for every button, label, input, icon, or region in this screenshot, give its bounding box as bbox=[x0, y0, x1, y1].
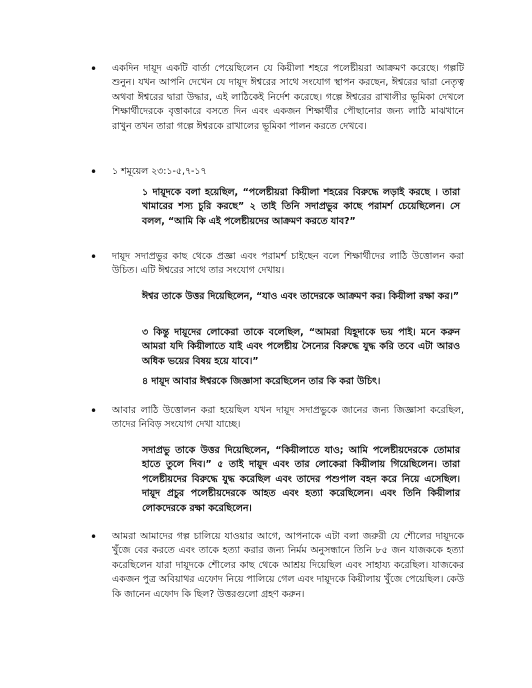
bullet-marker: • bbox=[90, 530, 98, 544]
scripture-quote-3 bbox=[142, 326, 460, 369]
scripture-reference: ১ শমূয়েল ২৩:১-৫,৭-১৭ bbox=[112, 166, 207, 177]
paragraph-text: আবার লাঠি উত্তোলন করা হয়েছিল যখন দায়ূদ সদাপ্রভুকে জানের জন্য জিজ্ঞাসা করেছিল, তাদের নিবিড় সংযোগ দেখা যাচ্ছে। bbox=[112, 405, 464, 431]
quote-text: সদাপ্রভু তাকে উত্তর দিয়েছিলেন, “কিয়ীলাতে যাও; আমি পলেষ্টীয়দেরকে তোমার হাতে তুলে দিব।” ৫ তাই দায়ূদ এবং তার লোকেরা কিয়ীলায় গিয়েছিলেন। তারা পলেষ্টীয়দের বিরুদ্ধে যুদ্ধ করেছিল এবং তাদের পশুপাল বহন করে নিয়ে এসেছিল। দায়ূদ প্রচুর পলেষ্টীয়দেরকে আহত এবং হত্যা করেছিলেন। এবং তিনি কিয়ীলার লোকদেরকে রক্ষা করেছিলেন। bbox=[142, 445, 460, 514]
quote-text: ৪ দায়ূদ আবার ঈশ্বরকে জিজ্ঞাসা করেছিলেন তার কি করা উচিৎ। bbox=[142, 376, 381, 387]
quote-text: ১ দায়ূদকে বলা হয়েছিল, “পলেষ্টীয়রা কিয়ীলা শহরের বিরুদ্ধে লড়াই করছে । তারা খামারের শস্য চুরি করছে” ২ তাই তিনি সদাপ্রভুর কাছে পরামর্শ চেয়েছিলেন। সে বলল, “আমি কি এই পলেষ্টীয়দের আক্রমণ করতে যাব?” bbox=[142, 187, 460, 227]
bullet-marker: • bbox=[90, 250, 98, 264]
bullet-marker: • bbox=[90, 165, 98, 179]
bullet-marker: • bbox=[90, 404, 98, 418]
scripture-quote-2 bbox=[142, 290, 460, 304]
scripture-quote-1 bbox=[142, 186, 460, 229]
scripture-quote-5 bbox=[142, 444, 460, 516]
paragraph-text: দায়ূদ সদাপ্রভুর কাছ থেকে প্রজ্ঞা এবং পরামর্শ চাইছেন বলে শিক্ষার্থীদের লাঠি উত্তোলন করা উচিত। এটি ঈশ্বরের সাথে তার সংযোগ দেখায়। bbox=[112, 251, 464, 277]
bullet-marker: • bbox=[90, 62, 98, 76]
quote-text: ৩ কিন্তু দায়ূদের লোকেরা তাকে বলেছিল, “আমরা যিহূদাকে ভয় পাই। মনে করুন আমরা যদি কিয়ীলাতে যাই এবং পলেষ্টীয় সৈন্যের বিরুদ্ধে যুদ্ধ করি তবে এটা আরও অধিক ভয়ের বিষয় হয়ে যাবে।” bbox=[142, 327, 460, 367]
paragraph-text: আমরা আমাদের গল্প চালিয়ে যাওয়ার আগে, আপনাকে এটা বলা জরুরী যে শৌলের দায়ূদকে খুঁজে বের করতে এবং তাকে হত্যা করার জন্য নির্মম অনুসন্ধানে তিনি ৮৫ জন যাজককে হত্যা করেছিলেন যারা দায়ূদকে শৌলের কাছ থেকে আশ্রয় দিয়েছিল এবং সাহায্য করেছিল। যাজকের একজন পুত্র অবিয়াথর এফোদ নিয়ে পালিয়ে গেল এবং দায়ূদকে কিয়ীলায় খুঁজে পেয়েছিল। কেউ কি জানেন এফোদ কি ছিল? উত্তরগুলো গ্রহণ করুন। bbox=[112, 531, 464, 600]
quote-text: ঈশ্বর তাকে উত্তর দিয়েছিলেন, “যাও এবং তাদেরকে আক্রমণ কর। কিয়ীলা রক্ষা কর।” bbox=[142, 291, 460, 302]
paragraph-davud-message bbox=[112, 62, 464, 134]
paragraph-raise-stick-again bbox=[112, 404, 464, 433]
paragraph-ephod bbox=[112, 530, 464, 602]
scripture-quote-4 bbox=[142, 375, 460, 389]
paragraph-raise-stick bbox=[112, 250, 464, 279]
paragraph-text: একদিন দায়ূদ একটি বার্তা পেয়েছিলেন যে কিয়ীলা শহরে পলেষ্টীয়রা আক্রমণ করেছে। গল্পটি শুনুন। যখন আপনি দেখেন যে দায়ূদ ঈশ্বরের সাথে সংযোগ স্থাপন করছেন, ঈশ্বরের দ্বারা নেতৃত্ব অথবা ঈশ্বরের দ্বারা উদ্ধার, এই লাঠিকেই নির্দেশ করেছে। গল্পে ঈশ্বরের রাখালীর ভূমিকা দেখলে শিক্ষার্থীদেরকে বৃত্তাকারে বসতে দিন এবং একজন শিক্ষার্থীর পৌছানোর জন্য লাঠি মাঝখানে রাখুন তখন তারা গল্পে ঈশ্বরকে রাখালের ভূমিকা পালন করতে দেখবে। bbox=[112, 63, 464, 132]
